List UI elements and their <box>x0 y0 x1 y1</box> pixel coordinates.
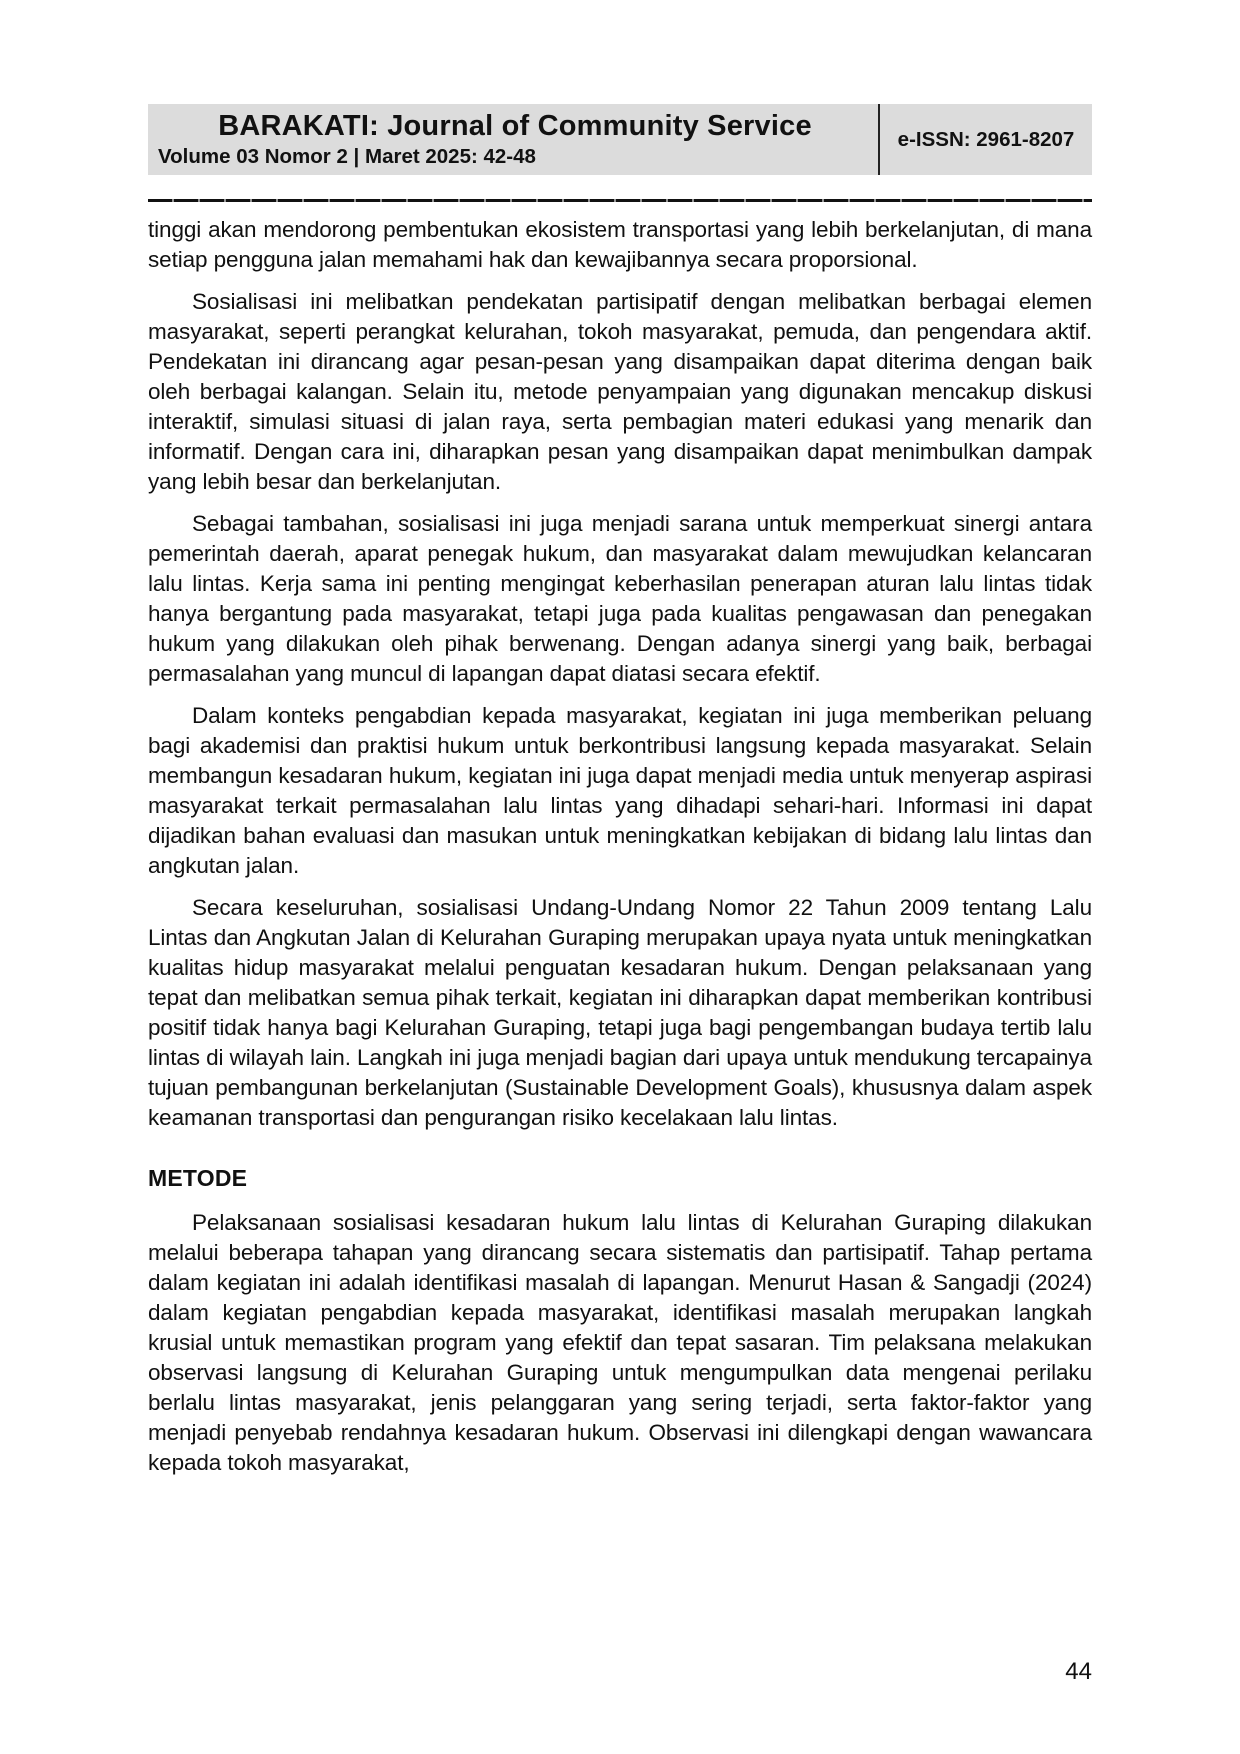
paragraph-continuation: tinggi akan mendorong pembentukan ekosistem transportasi yang lebih berkelanjutan, di mana setiap pengguna jalan memahami hak dan kewajibannya secara proporsional. <box>148 217 1092 273</box>
section-heading-metode: METODE <box>148 1165 248 1192</box>
page-number: 44 <box>1065 1658 1092 1685</box>
journal-volume-info: Volume 03 Nomor 2 | Maret 2025: 42-48 <box>158 145 536 169</box>
paragraph: Secara keseluruhan, sosialisasi Undang-Undang Nomor 22 Tahun 2009 tentang Lalu Lintas dan Angkutan Jalan di Kelurahan Guraping merupakan upaya nyata untuk meningkatkan kualitas hidup masyarakat melalui penguatan kesadaran hukum. Dengan pelaksanaan yang tepat dan melibatkan semua pihak terkait, kegiatan ini diharapkan dapat memberikan kontribusi positif tidak hanya bagi Kelurahan Guraping, tetapi juga bagi pengembangan budaya tertib lalu lintas di wilayah lain. Langkah ini juga menjadi bagian dari upaya untuk mendukung tercapainya tujuan pembangunan berkelanjutan (Sustainable Development Goals), khususnya dalam aspek keamanan transportasi dan pengurangan risiko kecelakaan lalu lintas. <box>148 895 1092 1131</box>
paragraph: Sebagai tambahan, sosialisasi ini juga menjadi sarana untuk memperkuat sinergi antara pemerintah daerah, aparat penegak hukum, dan masyarakat dalam mewujudkan kelancaran lalu lintas. Kerja sama ini penting mengingat keberhasilan penerapan aturan lalu lintas tidak hanya bergantung pada masyarakat, tetapi juga pada kualitas pengawasan dan penegakan hukum yang dilakukan oleh pihak berwenang. Dengan adanya sinergi yang baik, berbagai permasalahan yang muncul di lapangan dapat diatasi secara efektif. <box>148 511 1092 687</box>
journal-title: BARAKATI: Journal of Community Service <box>218 110 812 142</box>
journal-header <box>148 104 1092 175</box>
journal-header-left <box>148 104 878 175</box>
page-content <box>148 104 1092 1490</box>
journal-eissn: e-ISSN: 2961-8207 <box>897 127 1075 151</box>
paragraph: Sosialisasi ini melibatkan pendekatan partisipatif dengan melibatkan berbagai elemen masyarakat, seperti perangkat kelurahan, tokoh masyarakat, pemuda, dan pengendara aktif. Pendekatan ini dirancang agar pesan-pesan yang disampaikan dapat diterima dengan baik oleh berbagai kalangan. Selain itu, metode penyampaian yang digunakan mencakup diskusi interaktif, simulasi situasi di jalan raya, serta pembagian materi edukasi yang menarik dan informatif. Dengan cara ini, diharapkan pesan yang disampaikan dapat menimbulkan dampak yang lebih besar dan berkelanjutan. <box>148 289 1092 495</box>
journal-header-right <box>880 104 1092 175</box>
paragraph: Dalam konteks pengabdian kepada masyarakat, kegiatan ini juga memberikan peluang bagi akademisi dan praktisi hukum untuk berkontribusi langsung kepada masyarakat. Selain membangun kesadaran hukum, kegiatan ini juga dapat menjadi media untuk menyerap aspirasi masyarakat terkait permasalahan lalu lintas yang dihadapi sehari-hari. Informasi ini dapat dijadikan bahan evaluasi dan masukan untuk meningkatkan kebijakan di bidang lalu lintas dan angkutan jalan. <box>148 703 1092 879</box>
article-body <box>148 215 1092 1478</box>
paragraph: Pelaksanaan sosialisasi kesadaran hukum lalu lintas di Kelurahan Guraping dilakukan melalui beberapa tahapan yang dirancang secara sistematis dan partisipatif. Tahap pertama dalam kegiatan ini adalah identifikasi masalah di lapangan. Menurut Hasan & Sangadji (2024) dalam kegiatan pengabdian kepada masyarakat, identifikasi masalah merupakan langkah krusial untuk memastikan program yang efektif dan tepat sasaran. Tim pelaksana melakukan observasi langsung di Kelurahan Guraping untuk mengumpulkan data mengenai perilaku berlalu lintas masyarakat, jenis pelanggaran yang sering terjadi, serta faktor-faktor yang menjadi penyebab rendahnya kesadaran hukum. Observasi ini dilengkapi dengan wawancara kepada tokoh masyarakat, <box>148 1210 1092 1476</box>
header-separator-rule <box>148 199 1092 202</box>
